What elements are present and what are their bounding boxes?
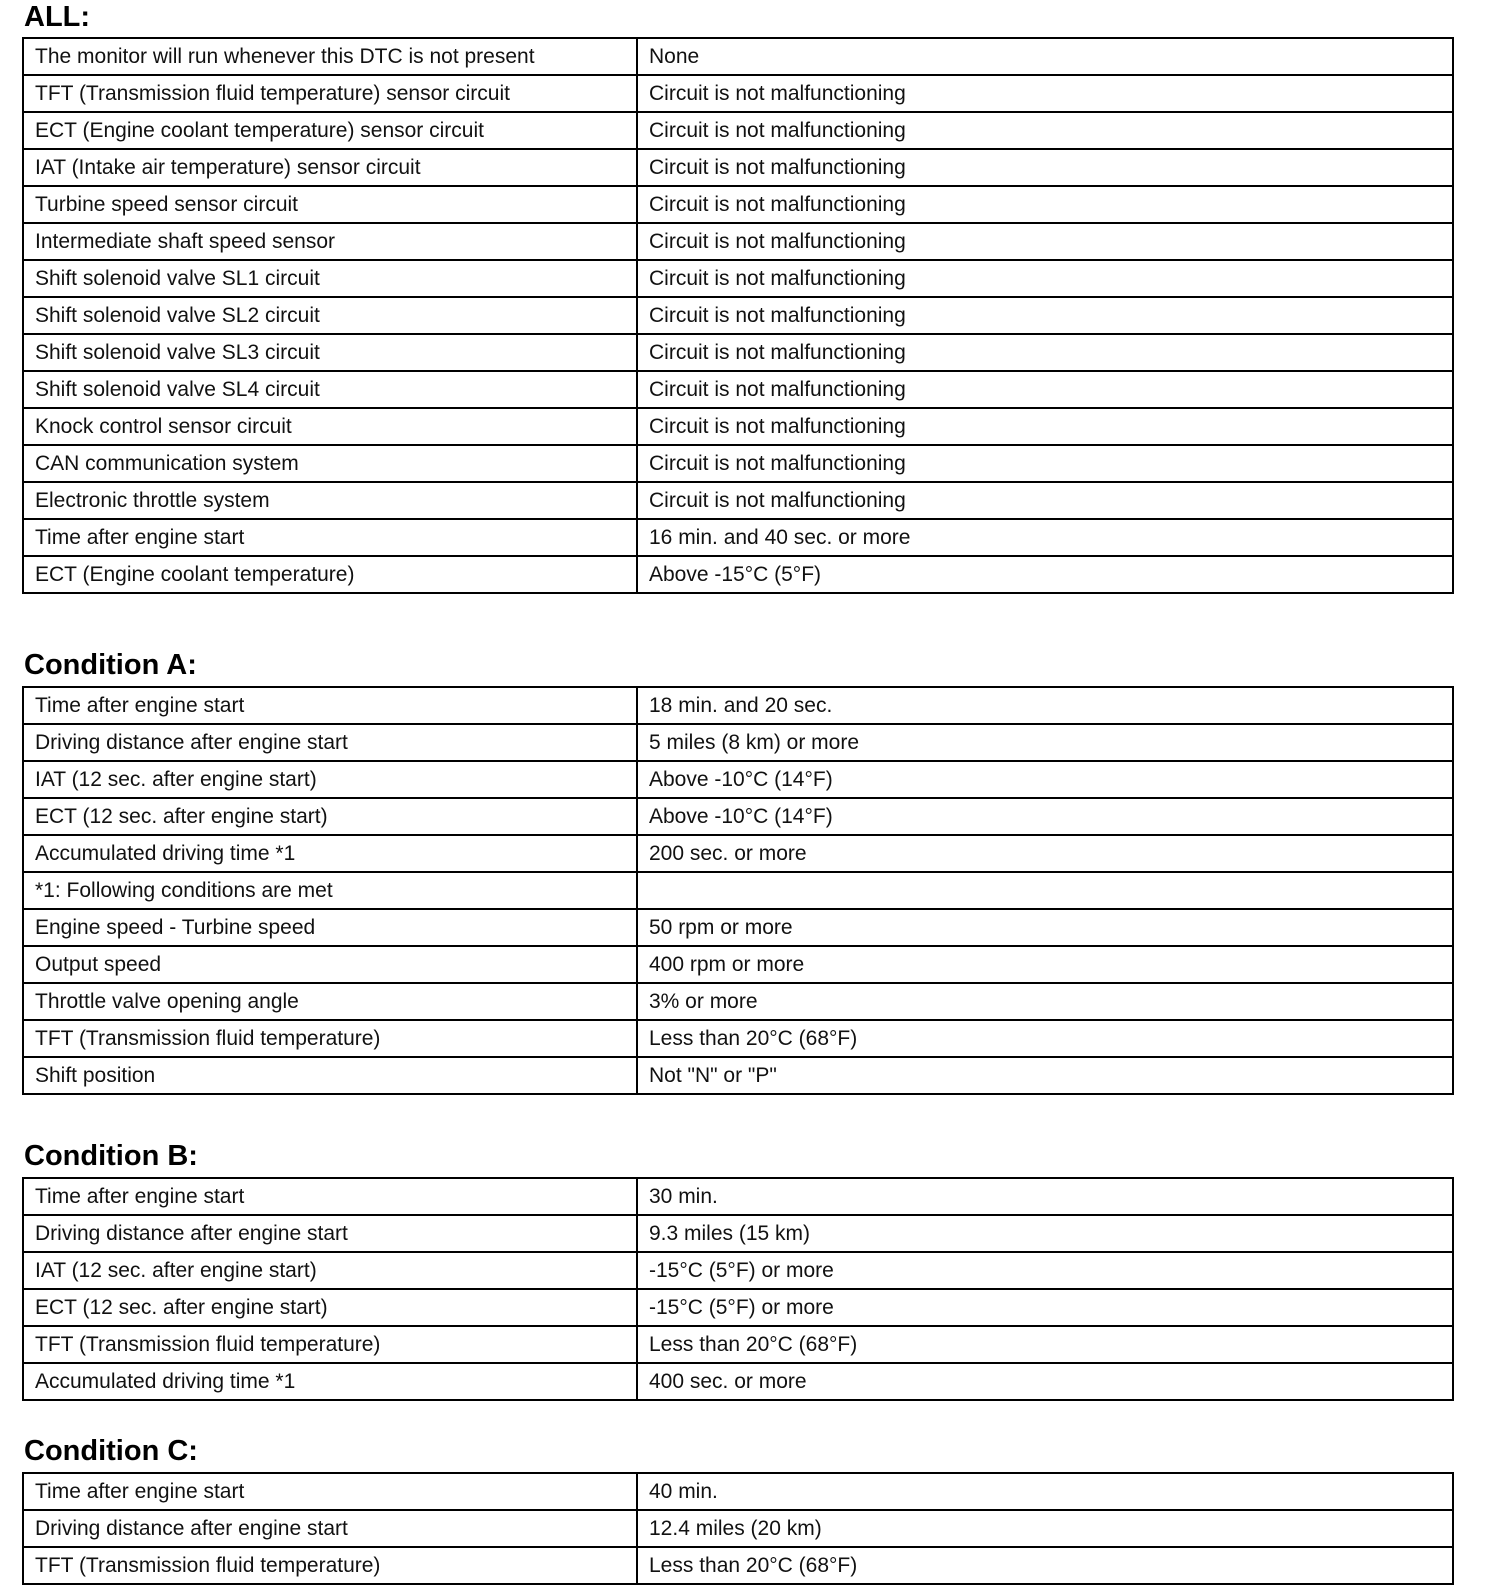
condition-label-cell: Turbine speed sensor circuit bbox=[23, 186, 637, 223]
condition-label-cell: Output speed bbox=[23, 946, 637, 983]
condition-label-cell: Accumulated driving time *1 bbox=[23, 1363, 637, 1400]
condition-value-cell: Circuit is not malfunctioning bbox=[637, 186, 1453, 223]
table-row bbox=[23, 482, 1453, 519]
condition-label-cell: IAT (12 sec. after engine start) bbox=[23, 761, 637, 798]
condition-value-cell: Above -10°C (14°F) bbox=[637, 761, 1453, 798]
condition-label-cell: Shift solenoid valve SL4 circuit bbox=[23, 371, 637, 408]
table-row bbox=[23, 798, 1453, 835]
condition-label-cell: Shift solenoid valve SL1 circuit bbox=[23, 260, 637, 297]
condition-label-cell: Accumulated driving time *1 bbox=[23, 835, 637, 872]
condition-label-cell: Time after engine start bbox=[23, 1178, 637, 1215]
table-row bbox=[23, 724, 1453, 761]
table-row bbox=[23, 297, 1453, 334]
condition-value-cell: 12.4 miles (20 km) bbox=[637, 1510, 1453, 1547]
section-title-condition-b: Condition B: bbox=[24, 1140, 198, 1172]
table-row bbox=[23, 186, 1453, 223]
table-row bbox=[23, 408, 1453, 445]
condition-label-cell: CAN communication system bbox=[23, 445, 637, 482]
table-row bbox=[23, 260, 1453, 297]
table-row bbox=[23, 75, 1453, 112]
condition-label-cell: Knock control sensor circuit bbox=[23, 408, 637, 445]
table-row bbox=[23, 519, 1453, 556]
table-row bbox=[23, 1252, 1453, 1289]
table-body bbox=[23, 1473, 1453, 1584]
table-row bbox=[23, 149, 1453, 186]
condition-value-cell: Circuit is not malfunctioning bbox=[637, 112, 1453, 149]
condition-value-cell: -15°C (5°F) or more bbox=[637, 1252, 1453, 1289]
conditions-table-all bbox=[22, 37, 1454, 594]
table-row bbox=[23, 761, 1453, 798]
table-body bbox=[23, 38, 1453, 593]
condition-value-cell: Circuit is not malfunctioning bbox=[637, 260, 1453, 297]
condition-value-cell: Circuit is not malfunctioning bbox=[637, 75, 1453, 112]
condition-label-cell: *1: Following conditions are met bbox=[23, 872, 637, 909]
condition-value-cell: Circuit is not malfunctioning bbox=[637, 149, 1453, 186]
condition-label-cell: IAT (Intake air temperature) sensor circuit bbox=[23, 149, 637, 186]
conditions-table-condition-c bbox=[22, 1472, 1454, 1585]
condition-value-cell: Circuit is not malfunctioning bbox=[637, 223, 1453, 260]
condition-value-cell: 5 miles (8 km) or more bbox=[637, 724, 1453, 761]
condition-label-cell: Time after engine start bbox=[23, 1473, 637, 1510]
condition-label-cell: Engine speed - Turbine speed bbox=[23, 909, 637, 946]
condition-label-cell: TFT (Transmission fluid temperature) bbox=[23, 1326, 637, 1363]
table-body bbox=[23, 1178, 1453, 1400]
condition-value-cell: 400 rpm or more bbox=[637, 946, 1453, 983]
table-row bbox=[23, 1020, 1453, 1057]
condition-value-cell: Circuit is not malfunctioning bbox=[637, 482, 1453, 519]
condition-value-cell: 3% or more bbox=[637, 983, 1453, 1020]
table-row bbox=[23, 112, 1453, 149]
condition-value-cell: 18 min. and 20 sec. bbox=[637, 687, 1453, 724]
condition-value-cell: Above -10°C (14°F) bbox=[637, 798, 1453, 835]
table-row bbox=[23, 1326, 1453, 1363]
condition-value-cell: Less than 20°C (68°F) bbox=[637, 1326, 1453, 1363]
table-row bbox=[23, 445, 1453, 482]
table-body bbox=[23, 687, 1453, 1094]
condition-label-cell: TFT (Transmission fluid temperature) bbox=[23, 1020, 637, 1057]
table-row bbox=[23, 556, 1453, 593]
condition-value-cell: 30 min. bbox=[637, 1178, 1453, 1215]
condition-value-cell: 200 sec. or more bbox=[637, 835, 1453, 872]
condition-label-cell: Shift solenoid valve SL3 circuit bbox=[23, 334, 637, 371]
condition-label-cell: The monitor will run whenever this DTC is not present bbox=[23, 38, 637, 75]
table-row bbox=[23, 223, 1453, 260]
conditions-table-condition-b bbox=[22, 1177, 1454, 1401]
condition-value-cell: Circuit is not malfunctioning bbox=[637, 334, 1453, 371]
condition-value-cell: 50 rpm or more bbox=[637, 909, 1453, 946]
table-row bbox=[23, 371, 1453, 408]
table-row bbox=[23, 1473, 1453, 1510]
condition-label-cell: Time after engine start bbox=[23, 519, 637, 556]
table-row bbox=[23, 909, 1453, 946]
condition-label-cell: ECT (12 sec. after engine start) bbox=[23, 1289, 637, 1326]
table-row bbox=[23, 946, 1453, 983]
condition-value-cell: Circuit is not malfunctioning bbox=[637, 408, 1453, 445]
condition-label-cell: Shift solenoid valve SL2 circuit bbox=[23, 297, 637, 334]
condition-value-cell: 16 min. and 40 sec. or more bbox=[637, 519, 1453, 556]
condition-value-cell: 40 min. bbox=[637, 1473, 1453, 1510]
condition-value-cell: Not "N" or "P" bbox=[637, 1057, 1453, 1094]
table-row bbox=[23, 983, 1453, 1020]
table-row bbox=[23, 334, 1453, 371]
condition-label-cell: Driving distance after engine start bbox=[23, 1510, 637, 1547]
condition-value-cell: Circuit is not malfunctioning bbox=[637, 445, 1453, 482]
condition-value-cell: -15°C (5°F) or more bbox=[637, 1289, 1453, 1326]
condition-label-cell: ECT (Engine coolant temperature) sensor circuit bbox=[23, 112, 637, 149]
condition-label-cell: TFT (Transmission fluid temperature) sensor circuit bbox=[23, 75, 637, 112]
conditions-table-condition-a bbox=[22, 686, 1454, 1095]
condition-value-cell: Circuit is not malfunctioning bbox=[637, 297, 1453, 334]
condition-label-cell: ECT (12 sec. after engine start) bbox=[23, 798, 637, 835]
table-row bbox=[23, 1215, 1453, 1252]
table-row bbox=[23, 835, 1453, 872]
condition-value-cell: Less than 20°C (68°F) bbox=[637, 1020, 1453, 1057]
condition-value-cell bbox=[637, 872, 1453, 909]
condition-label-cell: IAT (12 sec. after engine start) bbox=[23, 1252, 637, 1289]
condition-label-cell: Throttle valve opening angle bbox=[23, 983, 637, 1020]
condition-label-cell: Electronic throttle system bbox=[23, 482, 637, 519]
table-row bbox=[23, 1057, 1453, 1094]
table-row bbox=[23, 687, 1453, 724]
section-title-condition-a: Condition A: bbox=[24, 649, 197, 681]
table-row bbox=[23, 1363, 1453, 1400]
condition-value-cell: 400 sec. or more bbox=[637, 1363, 1453, 1400]
table-row bbox=[23, 1289, 1453, 1326]
table-row bbox=[23, 1510, 1453, 1547]
table-row bbox=[23, 872, 1453, 909]
condition-value-cell: Above -15°C (5°F) bbox=[637, 556, 1453, 593]
condition-value-cell: 9.3 miles (15 km) bbox=[637, 1215, 1453, 1252]
section-title-condition-c: Condition C: bbox=[24, 1435, 198, 1467]
condition-label-cell: Driving distance after engine start bbox=[23, 1215, 637, 1252]
table-row bbox=[23, 1547, 1453, 1584]
condition-value-cell: Less than 20°C (68°F) bbox=[637, 1547, 1453, 1584]
condition-value-cell: Circuit is not malfunctioning bbox=[637, 371, 1453, 408]
table-row bbox=[23, 38, 1453, 75]
section-title-all: ALL: bbox=[24, 1, 91, 33]
condition-label-cell: Intermediate shaft speed sensor bbox=[23, 223, 637, 260]
condition-label-cell: Time after engine start bbox=[23, 687, 637, 724]
condition-value-cell: None bbox=[637, 38, 1453, 75]
condition-label-cell: Shift position bbox=[23, 1057, 637, 1094]
condition-label-cell: TFT (Transmission fluid temperature) bbox=[23, 1547, 637, 1584]
table-row bbox=[23, 1178, 1453, 1215]
condition-label-cell: Driving distance after engine start bbox=[23, 724, 637, 761]
condition-label-cell: ECT (Engine coolant temperature) bbox=[23, 556, 637, 593]
